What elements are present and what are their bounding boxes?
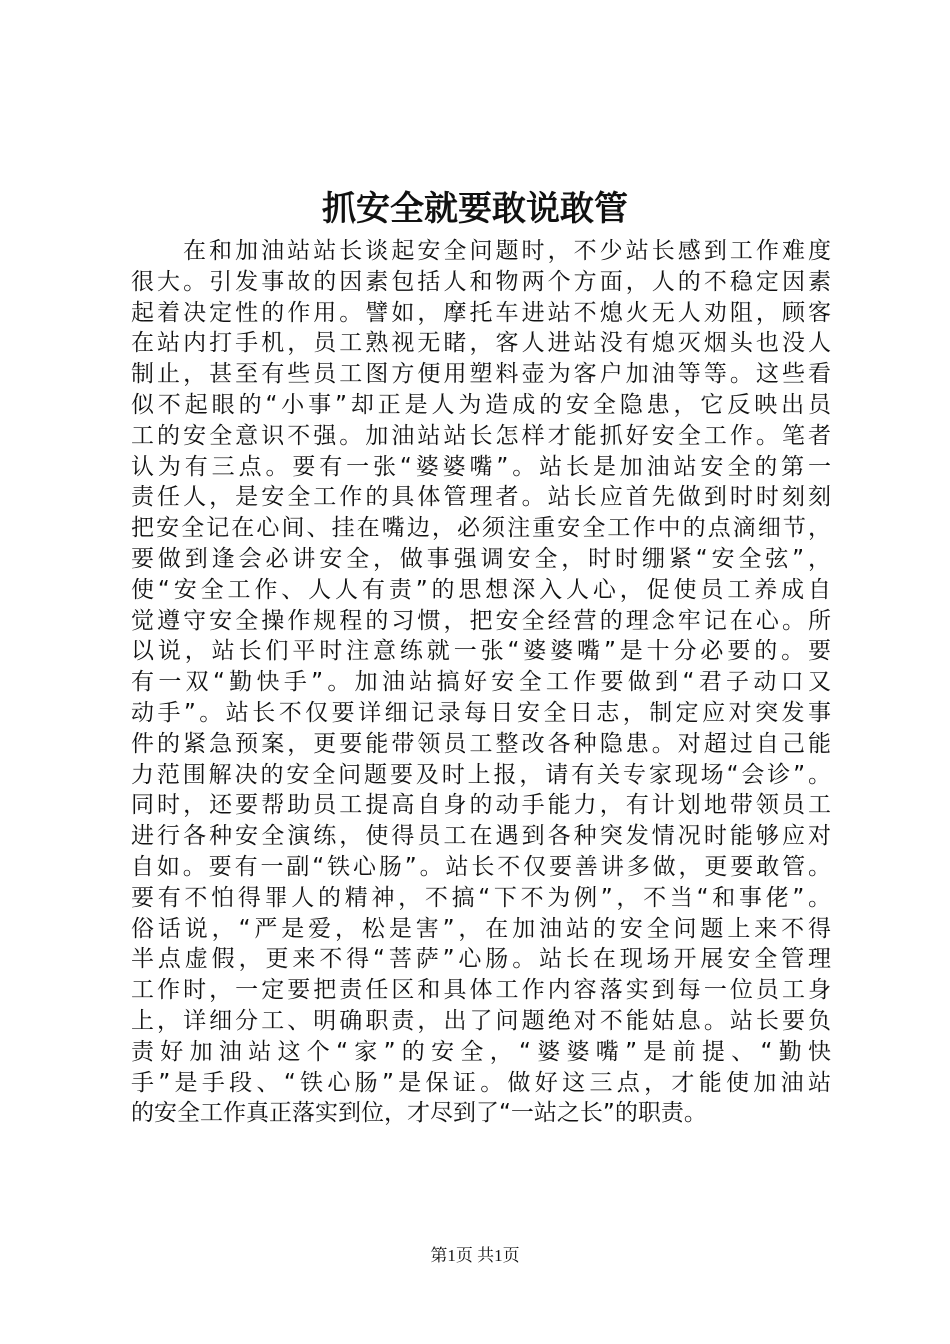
body-line: 俗话说，“严是爱，松是害”，在加油站的安全问题上来不得: [131, 915, 831, 942]
body-line: 认为有三点。要有一张“婆婆嘴”。站长是加油站安全的第一: [131, 453, 831, 480]
body-line: 使“安全工作、人人有责”的思想深入人心，促使员工养成自: [131, 576, 831, 603]
body-line: 的安全工作真正落实到位，才尽到了“一站之长”的职责。: [131, 1100, 707, 1127]
body-line: 把安全记在心间、挂在嘴边，必须注重安全工作中的点滴细节，: [131, 515, 831, 542]
body-line: 件的紧急预案，更要能带领员工整改各种隐患。对超过自己能: [131, 730, 831, 757]
body-line: 手”是手段、“铁心肠”是保证。做好这三点，才能使加油站: [131, 1069, 831, 1096]
body-line: 动手”。站长不仅要详细记录每日安全日志，制定应对突发事: [131, 699, 831, 726]
body-line: 起着决定性的作用。譬如，摩托车进站不熄火无人劝阻，顾客: [131, 299, 831, 326]
body-line: 责好加油站这个“家”的安全，“婆婆嘴”是前提、“勤快: [131, 1038, 831, 1065]
body-line: 制止，甚至有些员工图方便用塑料壶为客户加油等等。这些看: [131, 361, 831, 388]
body-line: 半点虚假，更来不得“菩萨”心肠。站长在现场开展安全管理: [131, 946, 831, 973]
body-line: 进行各种安全演练，使得员工在遇到各种突发情况时能够应对: [131, 823, 831, 850]
body-line: 有一双“勤快手”。加油站搞好安全工作要做到“君子动口又: [131, 669, 831, 696]
body-line: 责任人，是安全工作的具体管理者。站长应首先做到时时刻刻: [131, 484, 831, 511]
body-line: 上，详细分工、明确职责，出了问题绝对不能姑息。站长要负: [131, 1007, 831, 1034]
body-line: 工的安全意识不强。加油站站长怎样才能抓好安全工作。笔者: [131, 422, 831, 449]
page-footer: 第1页 共1页: [430, 1246, 520, 1265]
body-line: 要有不怕得罪人的精神，不搞“下不为例”，不当“和事佬”。: [131, 884, 831, 911]
body-line: 似不起眼的“小事”却正是人为造成的安全隐患，它反映出员: [131, 391, 831, 418]
body-line: 要做到逢会必讲安全，做事强调安全，时时绷紧“安全弦”，: [131, 545, 831, 572]
body-line: 在和加油站站长谈起安全问题时，不少站长感到工作难度: [183, 238, 831, 264]
body-line: 工作时，一定要把责任区和具体工作内容落实到每一位员工身: [131, 977, 831, 1004]
body-line: 同时，还要帮助员工提高自身的动手能力，有计划地带领员工: [131, 792, 831, 819]
body-line: 很大。引发事故的因素包括人和物两个方面，人的不稳定因素: [131, 268, 831, 295]
body-line: 自如。要有一副“铁心肠”。站长不仅要善讲多做，更要敢管。: [131, 853, 831, 880]
body-line: 觉遵守安全操作规程的习惯，把安全经营的理念牢记在心。所: [131, 607, 831, 634]
document-title: 抓安全就要敢说敢管: [322, 189, 628, 229]
body-line: 力范围解决的安全问题要及时上报，请有关专家现场“会诊”。: [131, 761, 831, 788]
body-line: 在站内打手机，员工熟视无睹，客人进站没有熄灭烟头也没人: [131, 330, 831, 357]
document-body: [131, 236, 831, 1129]
body-line: 以说，站长们平时注意练就一张“婆婆嘴”是十分必要的。要: [131, 638, 831, 665]
